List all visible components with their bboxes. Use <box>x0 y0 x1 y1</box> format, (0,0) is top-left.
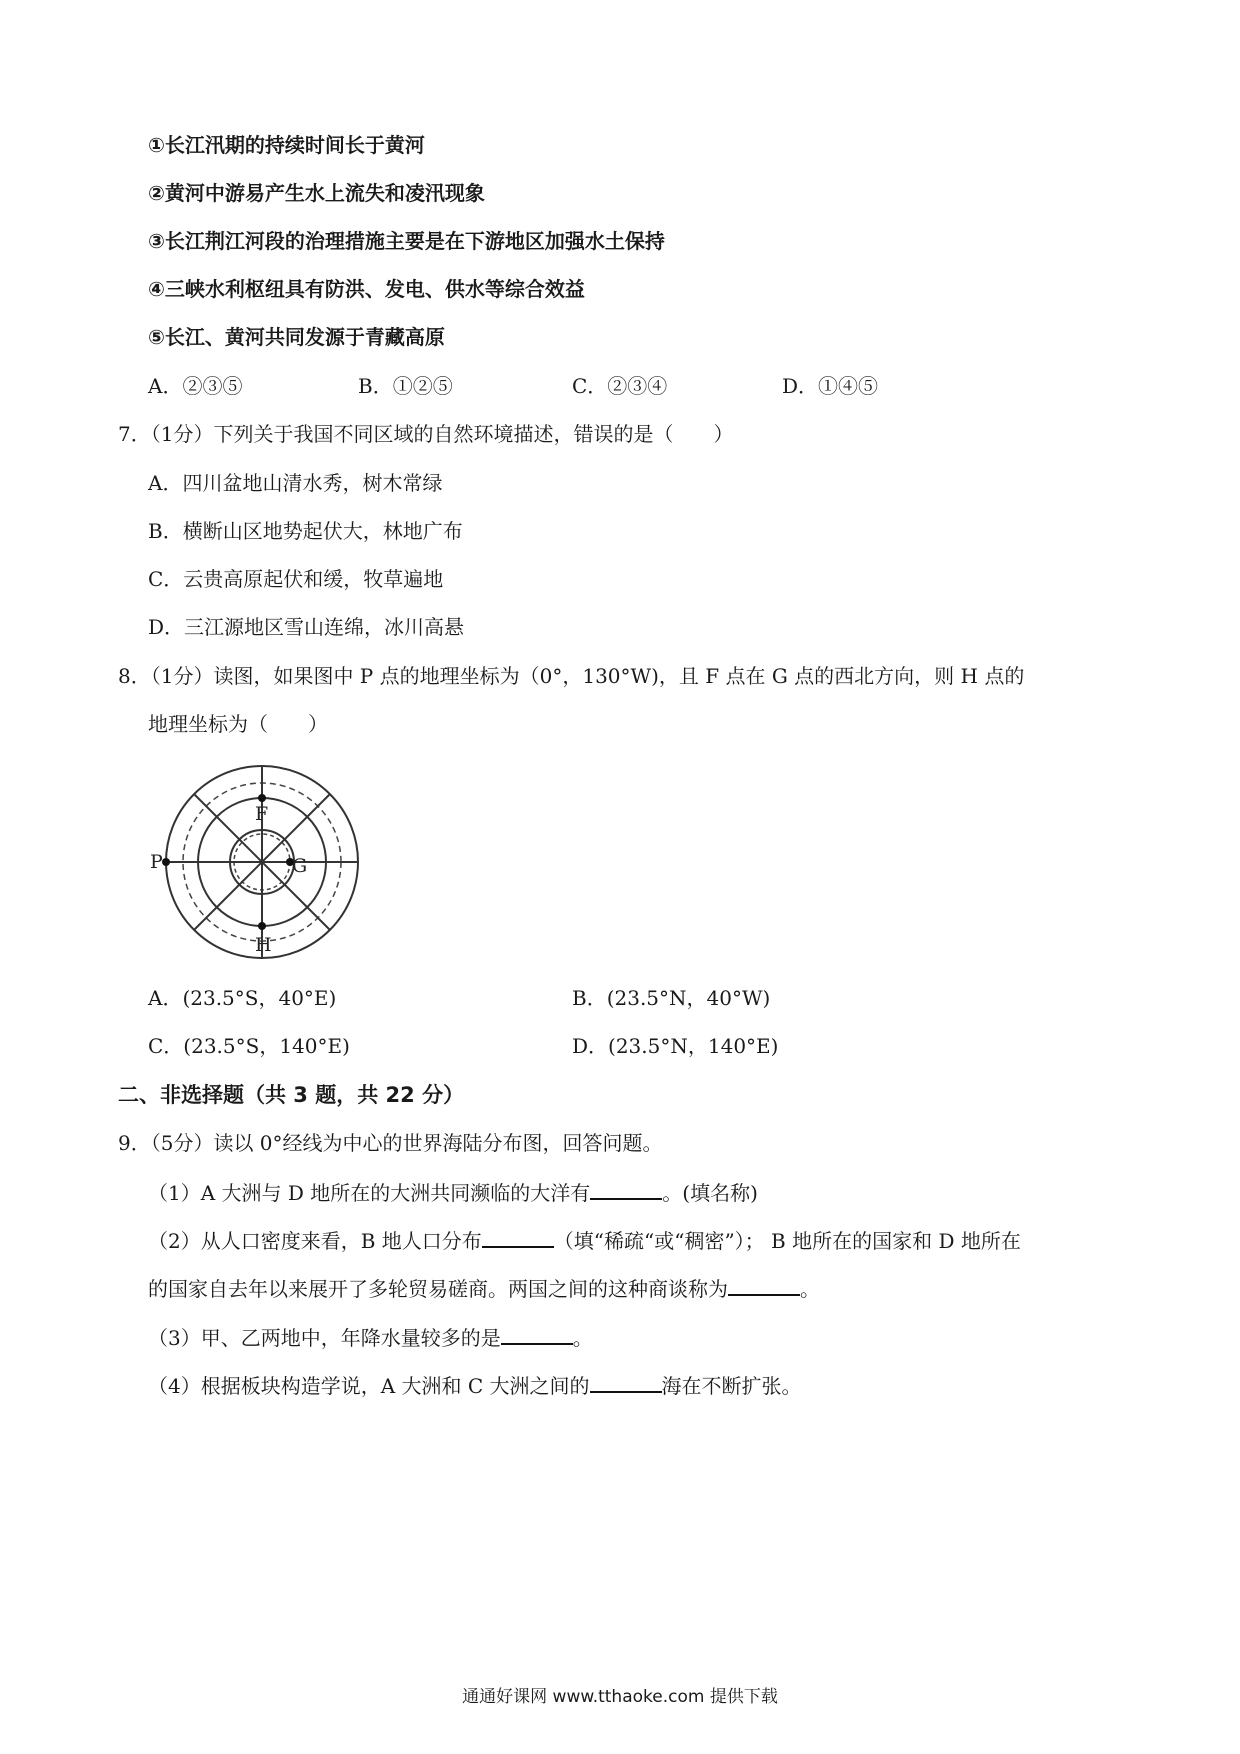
point-p <box>162 858 170 866</box>
q9-part4: （4）根据板块构造学说，A 大洲和 C 大洲之间的 海在不断扩张。 <box>148 1371 802 1399</box>
section-title: 二、非选择题（共 3 题，共 22 分） <box>118 1083 465 1107</box>
q9-part3: （3）甲、乙两地中，年降水量较多的是 。 <box>148 1323 593 1351</box>
point-f <box>258 794 266 802</box>
q8-option-a[interactable]: A．(23.5°S，40°E) <box>148 986 337 1010</box>
q8-stem-cont: 地理坐标为（ ） <box>148 712 328 736</box>
label-p: P <box>150 851 163 873</box>
q6-option-c[interactable]: C．②③④ <box>572 374 668 398</box>
answer-blank-3[interactable] <box>728 1274 800 1296</box>
statement-3: ③长江荆江河段的治理措施主要是在下游地区加强水土保持 <box>148 229 665 253</box>
q6-option-d[interactable]: D．①④⑤ <box>782 374 879 398</box>
q6-option-b[interactable]: B．①②⑤ <box>358 374 453 398</box>
answer-blank-1[interactable] <box>590 1178 662 1200</box>
q8-stem: 8．（1分）读图，如果图中 P 点的地理坐标为（0°，130°W)，且 F 点在 G 点的西北方向，则 H 点的 <box>118 664 1025 688</box>
q7-option-b[interactable]: B．横断山区地势起伏大，林地广布 <box>148 519 463 543</box>
q8-option-c[interactable]: C．(23.5°S，140°E) <box>148 1034 350 1058</box>
point-h <box>258 922 266 930</box>
label-g: G <box>292 855 308 877</box>
q9-part2: （2）从人口密度来看，B 地人口分布 （填“稀疏“或“稠密”）； B 地所在的国家和 D 地所在 <box>148 1226 1021 1254</box>
label-f: F <box>255 803 269 825</box>
label-h: H <box>255 934 272 956</box>
q9-part2-cont: 的国家自去年以来展开了多轮贸易磋商。两国之间的这种商谈称为 。 <box>148 1274 820 1302</box>
q7-stem: 7．（1分）下列关于我国不同区域的自然环境描述，错误的是（ ） <box>118 422 734 446</box>
answer-blank-2[interactable] <box>482 1226 554 1248</box>
footer-source: 通通好课网 www.tthaoke.com 提供下载 <box>462 1687 778 1707</box>
q7-option-c[interactable]: C．云贵高原起伏和缓，牧草遍地 <box>148 567 444 591</box>
polar-projection-diagram <box>150 762 370 962</box>
answer-blank-5[interactable] <box>590 1371 662 1393</box>
q9-part1: （1）A 大洲与 D 地所在的大洲共同濒临的大洋有 。(填名称) <box>148 1178 758 1206</box>
q6-option-a[interactable]: A．②③⑤ <box>148 374 243 398</box>
q8-option-b[interactable]: B．(23.5°N，40°W) <box>572 986 771 1010</box>
statement-2: ②黄河中游易产生水上流失和凌汛现象 <box>148 181 485 205</box>
answer-blank-4[interactable] <box>501 1323 573 1345</box>
statement-1: ①长江汛期的持续时间长于黄河 <box>148 133 425 157</box>
statement-4: ④三峡水利枢纽具有防洪、发电、供水等综合效益 <box>148 277 585 301</box>
q7-option-d[interactable]: D．三江源地区雪山连绵，冰川高悬 <box>148 615 465 639</box>
q8-option-d[interactable]: D．(23.5°N，140°E) <box>572 1034 779 1058</box>
q7-option-a[interactable]: A．四川盆地山清水秀，树木常绿 <box>148 471 443 495</box>
q9-stem: 9．（5分）读以 0°经线为中心的世界海陆分布图，回答问题。 <box>118 1131 663 1155</box>
statement-5: ⑤长江、黄河共同发源于青藏高原 <box>148 325 445 349</box>
